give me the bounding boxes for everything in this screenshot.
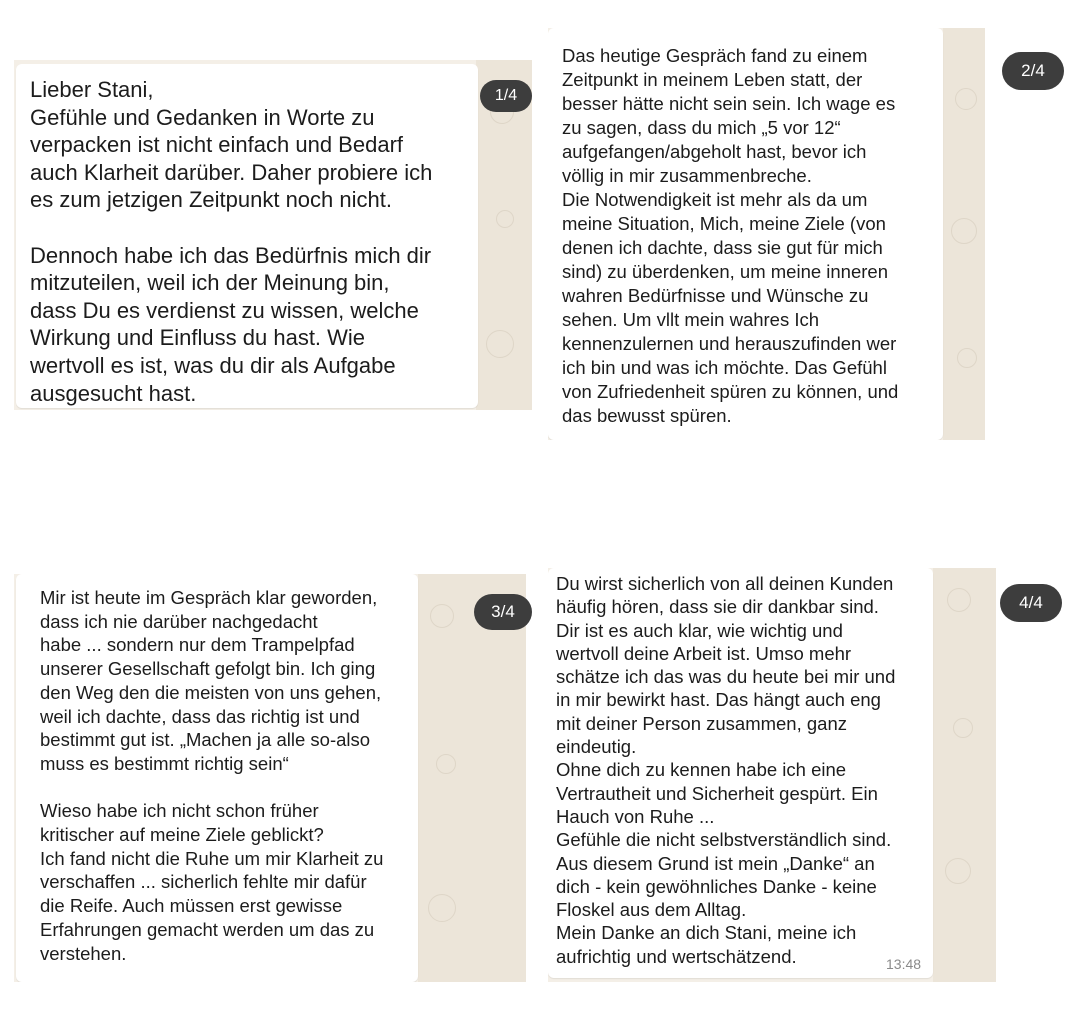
screenshot-panel-1 bbox=[14, 60, 532, 410]
message-text: Lieber Stani, Gefühle und Gedanken in Worte zu verpacken ist nicht einfach und Bedarf auch Klarheit darüber. Daher probiere ich es zum jetzigen Zeitpunkt noch nicht. Dennoch habe ich das Bedürfnis mich dir mitzuteilen, weil ich der Meinung bin, dass Du es verdienst zu wissen, welche Wirkung und Einfluss du hast. Wie wertvoll es ist, was du dir als Aufgabe ausgesucht hast. bbox=[30, 77, 433, 406]
page-badge: 3/4 bbox=[474, 594, 532, 630]
wallpaper-doodle bbox=[486, 330, 514, 358]
wallpaper-doodle bbox=[945, 858, 971, 884]
chat-wallpaper bbox=[418, 574, 526, 982]
chat-wallpaper bbox=[933, 568, 996, 982]
wallpaper-doodle bbox=[957, 348, 977, 368]
wallpaper-doodle bbox=[436, 754, 456, 774]
message-text: Mir ist heute im Gespräch klar geworden, dass ich nie darüber nachgedacht habe ... sondern nur dem Trampelpfad unserer Gesellschaft gefolgt bin. Ich ging den Weg den die meisten von uns gehen, weil ich dachte, dass das richtig ist und bestimmt gut ist. „Machen ja alle so-also muss es bestimmt richtig sein“ Wieso habe ich nicht schon früher kritischer auf meine Ziele geblickt? Ich fand nicht die Ruhe um mir Klarheit zu verschaffen ... sicherlich fehlte mir dafür die Reife. Auch müssen erst gewisse Erfahrungen gemacht werden um das zu verstehen. bbox=[40, 587, 384, 964]
message-timestamp: 13:48 bbox=[886, 956, 922, 972]
message-text: Du wirst sicherlich von all deinen Kunden häufig hören, dass sie dir dankbar sind. Dir ist es auch klar, wie wichtig und wertvoll deine Arbeit ist. Umso mehr schätze ich das was du heute bei mir und in mir bewirkt hast. Das hängt auch eng mit deiner Person zusammen, ganz eindeutig. Ohne dich zu kennen habe ich eine Vertrautheit und Sicherheit gespürt. Ein Hauch von Ruhe ... Gefühle die nicht selbstverständlich sind. Aus diesem Grund ist mein „Danke“ an dich - kein gewöhnliches Danke - keine Floskel aus dem Alltag. Mein Danke an dich Stani, meine ich aufrichtig und wertschätzend. bbox=[556, 573, 896, 967]
message-bubble bbox=[548, 28, 943, 440]
page-badge: 2/4 bbox=[1002, 52, 1064, 90]
screenshot-panel-2 bbox=[548, 28, 985, 440]
page-badge: 1/4 bbox=[480, 80, 532, 112]
wallpaper-doodle bbox=[430, 604, 454, 628]
wallpaper-doodle bbox=[955, 88, 977, 110]
chat-wallpaper bbox=[943, 28, 985, 440]
wallpaper-doodle bbox=[951, 218, 977, 244]
chat-wallpaper bbox=[476, 60, 532, 410]
page-badge: 4/4 bbox=[1000, 584, 1062, 622]
message-text: Das heutige Gespräch fand zu einem Zeitpunkt in meinem Leben statt, der besser hätte nicht sein sein. Ich wage es zu sagen, dass du mich „5 vor 12“ aufgefangen/abgeholt hast, bevor ich völlig in mir zusammenbreche. Die Notwendigkeit ist mehr als da um meine Situation, Mich, meine Ziele (von denen ich dachte, dass sie gut für mich sind) zu überdenken, um meine inneren wahren Bedürfnisse und Wünsche zu sehen. Um vllt mein wahres Ich kennenzulernen und herauszufinden wer ich bin und was ich möchte. Das Gefühl von Zufriedenheit spüren zu können, und das bewusst spüren. bbox=[562, 45, 899, 426]
wallpaper-doodle bbox=[496, 210, 514, 228]
wallpaper-doodle bbox=[947, 588, 971, 612]
message-bubble bbox=[16, 64, 478, 408]
screenshot-panel-4 bbox=[548, 568, 996, 982]
screenshot-panel-3 bbox=[14, 574, 526, 982]
wallpaper-doodle bbox=[953, 718, 973, 738]
message-bubble bbox=[548, 568, 933, 978]
message-bubble bbox=[16, 574, 418, 982]
wallpaper-doodle bbox=[428, 894, 456, 922]
